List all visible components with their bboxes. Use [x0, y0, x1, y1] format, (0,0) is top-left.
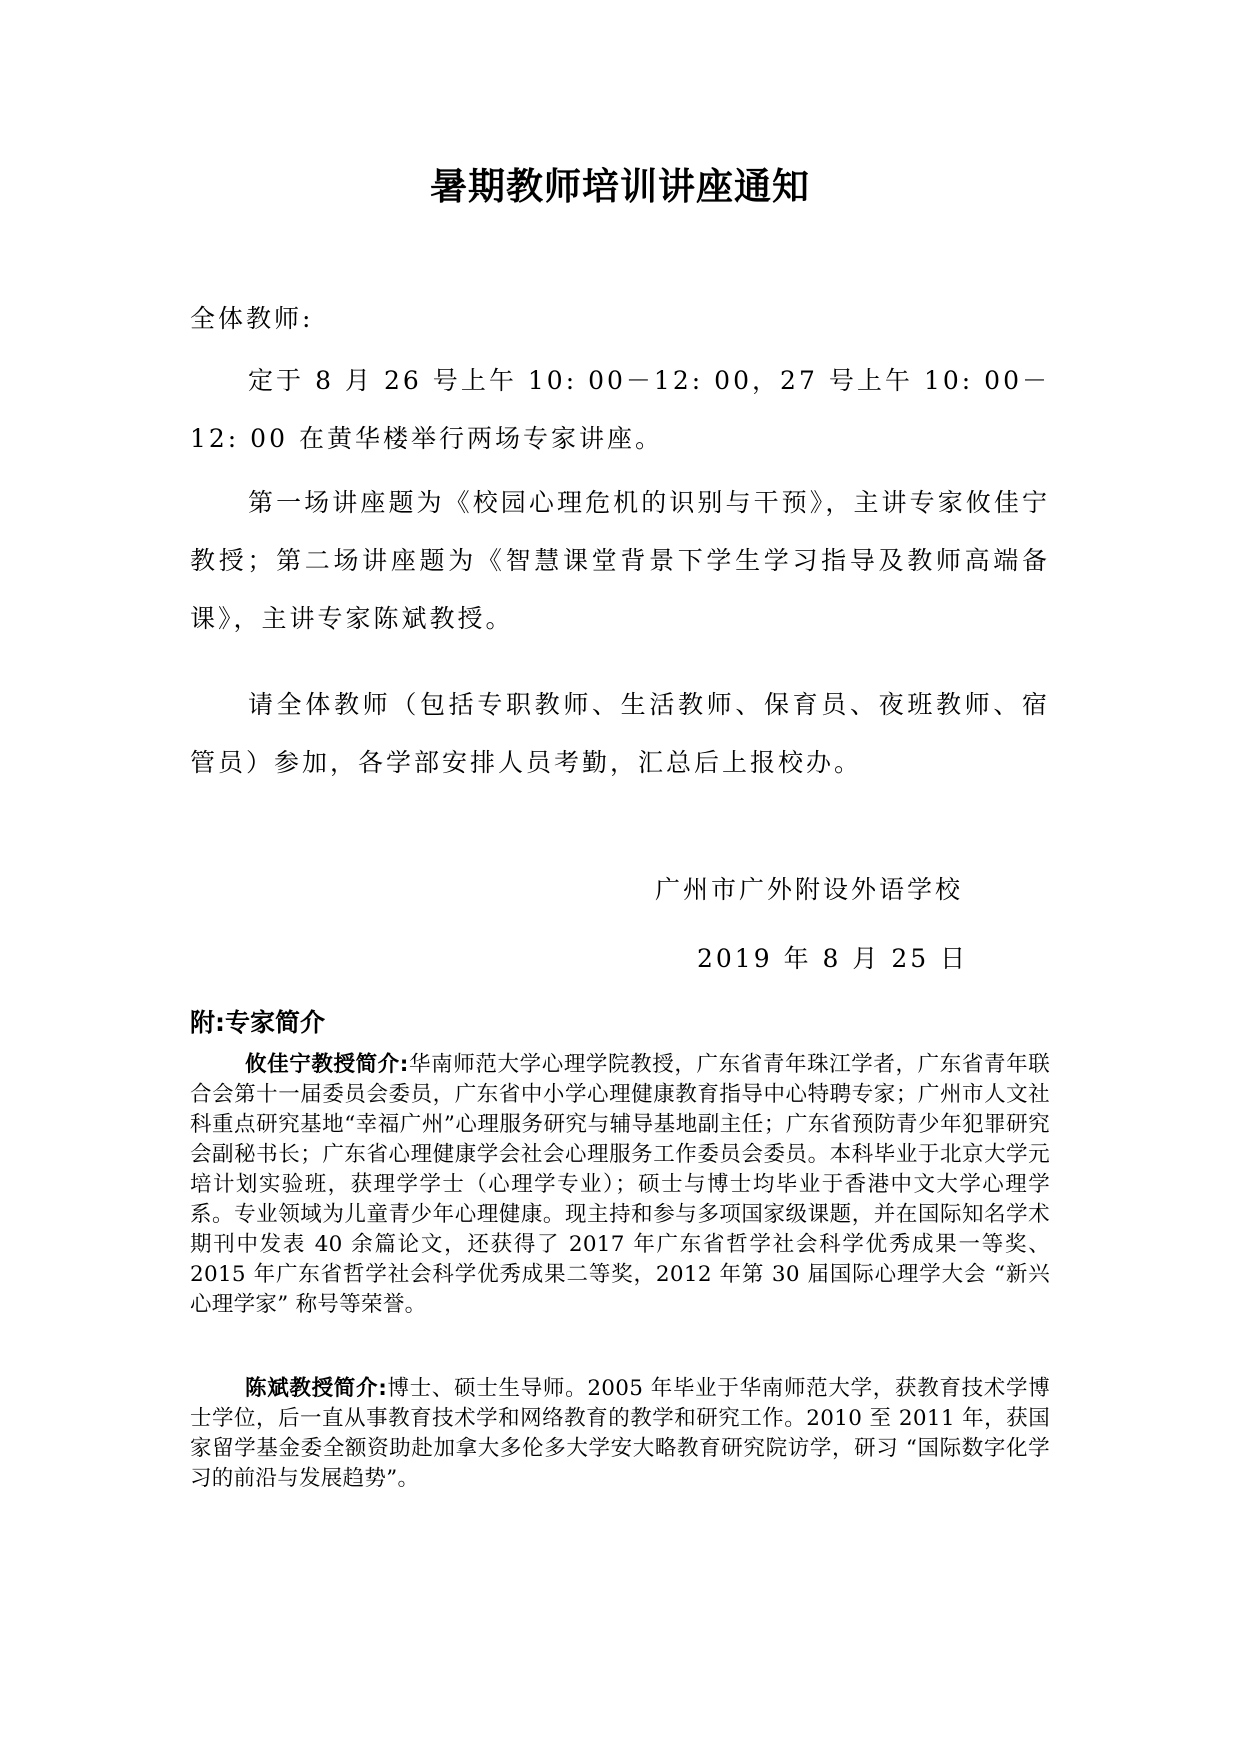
signature-date: 2019 年 8 月 25 日	[697, 944, 969, 973]
expert-bio	[190, 1050, 1050, 1320]
expert-bio-text: 博士、硕士生导师。2005 年毕业于华南师范大学，获教育技术学博士学位，后一直从事教育技术学和网络教育的教学和研究工作。2010 至 2011 年，获国家留学基金委全额资助赴加拿大多伦多大学安大略教育研究院访学，研习 “国际数字化学习的前沿与发展趋势”。	[190, 1376, 1050, 1491]
paragraph-attendance: 请全体教师（包括专职教师、生活教师、保育员、夜班教师、宿管员）参加，各学部安排人员考勤，汇总后上报校办。	[190, 690, 1050, 777]
document-title: 暑期教师培训讲座通知	[430, 164, 810, 208]
salutation: 全体教师:	[190, 304, 314, 333]
appendix-heading: 附:专家简介	[190, 1008, 325, 1037]
expert-bio-name: 攸佳宁教授简介:	[245, 1052, 409, 1077]
signature-organization: 广州市广外附设外语学校	[655, 875, 964, 904]
expert-bio	[190, 1374, 1050, 1494]
paragraph-lectures: 第一场讲座题为《校园心理危机的识别与干预》，主讲专家攸佳宁教授；第二场讲座题为《智慧课堂背景下学生学习指导及教师高端备课》，主讲专家陈斌教授。	[190, 488, 1050, 633]
expert-bio-name: 陈斌教授简介:	[245, 1376, 388, 1401]
expert-bio-text: 华南师范大学心理学院教授，广东省青年珠江学者，广东省青年联合会第十一届委员会委员，广东省中小学心理健康教育指导中心特聘专家；广州市人文社科重点研究基地“幸福广州”心理服务研究与辅导基地副主任；广东省预防青少年犯罪研究会副秘书长；广东省心理健康学会社会心理服务工作委员会委员。本科毕业于北京大学元培计划实验班，获理学学士（心理学专业）；硕士与博士均毕业于香港中文大学心理学系。专业领域为儿童青少年心理健康。现主持和参与多项国家级课题，并在国际知名学术期刊中发表 40 余篇论文，还获得了 2017 年广东省哲学社会科学优秀成果一等奖、2015 年广东省哲学社会科学优秀成果二等奖，2012 年第 30 届国际心理学大会 “新兴心理学家” 称号等荣誉。	[190, 1052, 1051, 1317]
paragraph-schedule: 定于 8 月 26 号上午 10: 00－12: 00，27 号上午 10: 00－12: 00 在黄华楼举行两场专家讲座。	[190, 366, 1050, 453]
